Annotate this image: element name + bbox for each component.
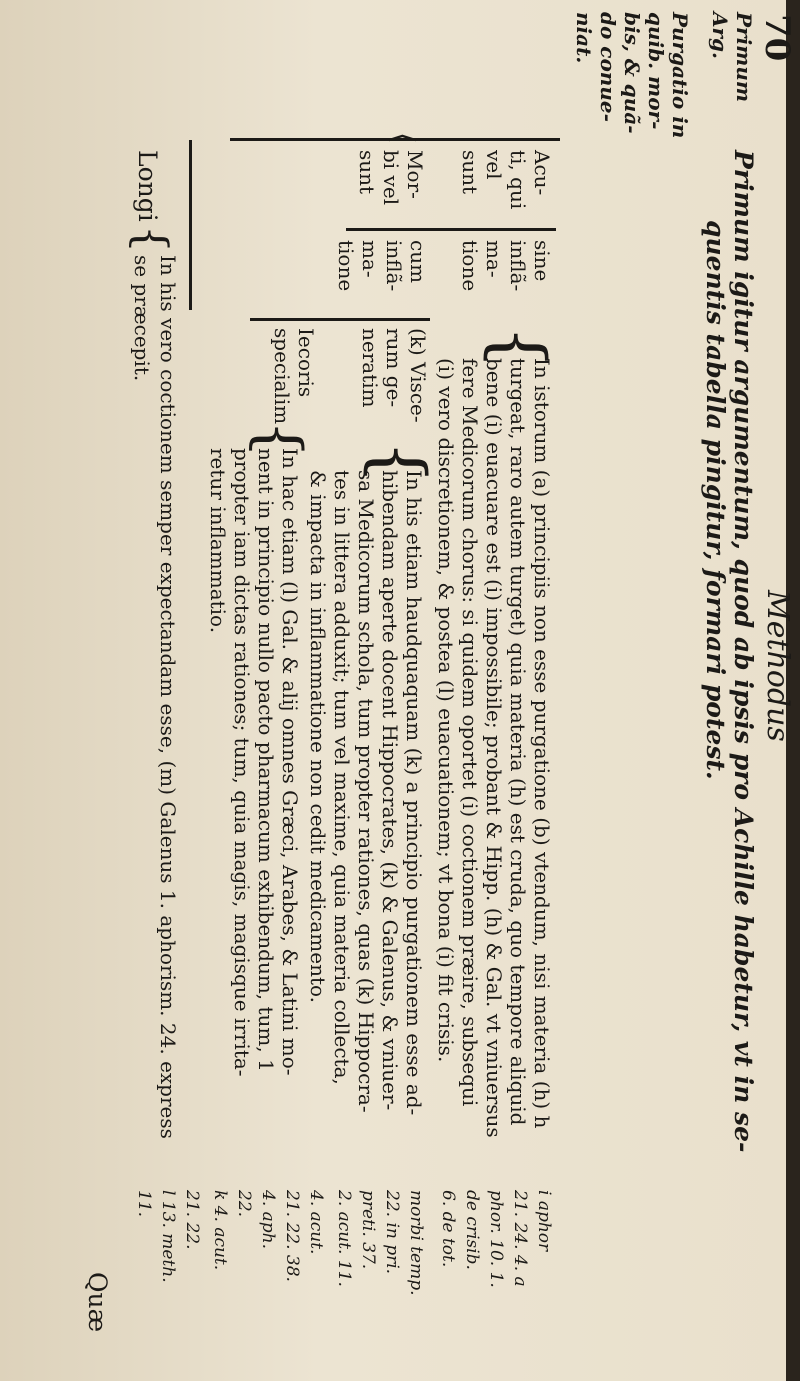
margin-note: 4. aph. [258,1190,278,1249]
col2-sine: tione [458,240,482,292]
margin-note: 21. 24. 4. a [510,1190,530,1287]
margin-note: 22. [234,1190,254,1218]
text-b-line: sa Medicorum schola, tum propter rationes, quas (k) Hippocra- [354,470,378,1113]
col3-viscerum: rum ge- [382,328,406,408]
margin-note: de crisib. [462,1190,482,1270]
margin-note: 21. 22. [182,1190,202,1250]
text-a-brace: { [478,325,560,370]
text-a-line: turgeat, raro autem turget) quia materia (h) est cruda, quo tempore aliquid [506,358,530,1126]
text-b-line: In his etiam haudquaquam (k) a principio purgationem esse ad- [402,470,426,1116]
col2-cum: tione [334,240,358,292]
outer-brace-point: ⟨ [385,132,420,144]
third-brace-rule [250,318,430,321]
margin-note: k 4. acut. [210,1190,230,1271]
side-note-line: niat. [572,12,596,64]
text-c-line: propter iam dictas rationes; tum, quia magis, magisque irrita- [230,448,254,1077]
second-brace-rule [346,228,556,231]
side-note-line: Purgatio in [668,12,692,139]
longi-brace: { [125,225,176,253]
table-title-line2: quentis tabella pingitur, formari potest. [701,220,730,780]
text-a-line: In istorum (a) principiis non esse purgatione (b) vtendum, nisi materia (h) h [530,358,554,1129]
margin-label-primum: Primum [732,12,756,103]
col2-cum: cum [406,240,430,284]
col2-sine: sine [530,240,554,282]
col3-viscerum: neratim [358,328,382,408]
text-longi-line: se præcepit. [130,255,154,382]
col2-sine: inflã- [506,240,530,292]
branch-acu: Acu- [530,150,554,196]
table-title-line1: Primum igitur argumentum, quod ab ipsis pro Achille habetur, vt in se- [729,150,758,1153]
catchword: Quæ [83,1272,112,1333]
text-c-line: retur inflammatio. [206,448,230,634]
margin-note: 4. acut. [306,1190,326,1255]
col2-cum: inflã- [382,240,406,292]
text-c-brace: { [244,420,314,459]
text-b-line: tes in littera adduxit; tum vel maxime, quia materia collecta, [330,470,354,1085]
col2-sine: ma- [482,240,506,278]
margin-note: 6. de tot. [438,1190,458,1268]
branch-mor: Mor- [403,150,427,199]
margin-note: i aphor [534,1190,554,1252]
text-c-line: In hac etiam (l) Gal. & alij omnes Græci, Arabes, & Latini mo- [278,448,302,1076]
col3-iecoris: specialim [270,328,294,425]
margin-note: morbi temp. [406,1190,426,1296]
margin-note: preti. 37. [358,1190,378,1270]
branch-mor: sunt [355,150,379,195]
col3-iecoris: Iecoris [294,328,318,398]
branch-longi: Longi [133,150,162,222]
text-a-line: fere Medicorum chorus: si quidem oportet (i) coctionem præire, subsequi [458,358,482,1107]
folio-number: 70 [757,14,797,62]
margin-note: l 13. meth. [158,1190,178,1283]
side-note-line: do conue- [596,12,620,122]
running-head: Methodus [760,590,795,742]
text-longi-line: In his vero coctionem semper expectandam esse, (m) Galenus 1. aphorism. 24. express [156,255,180,1139]
margin-note: 22. in pri. [382,1190,402,1275]
longi-rule [189,140,192,310]
branch-acu: vel [482,150,506,180]
branch-acu: ti, qui [506,150,530,210]
branch-mor: bi vel [379,150,403,206]
margin-note: 2. acut. 11. [334,1190,354,1287]
margin-note: phor. 10. 1. [486,1190,506,1288]
branch-acu: sunt [458,150,482,195]
text-b-line: hibendam aperte docent Hippocrates, (k) & Galenus, & vniuer- [378,470,402,1111]
margin-note: 21. 22. 38. [282,1190,302,1282]
text-b-brace: { [358,440,440,485]
text-a-line: (i) vero discretionem, & postea (l) euacuationem; vt bona (i) fit crisis. [434,358,458,1063]
text-c-line: nent in principio nullo pacto pharmacum exhibendum, tum, 1 [254,448,278,1072]
text-a-line: bene (i) euacuare est (i) impossibile; probant & Hipp. (h) & Gal. vt vniuersus [482,358,506,1138]
side-note-line: bis, & quã- [620,12,644,134]
side-note-line: quib. mor- [644,12,668,130]
col2-cum: ma- [358,240,382,278]
margin-label-arg: Arg. [708,12,732,60]
margin-note: 11. [134,1190,154,1218]
text-b-line: & impacta in inflammatione non cedit medicamento. [306,470,330,1004]
col3-viscerum: (k) Visce- [406,328,430,423]
